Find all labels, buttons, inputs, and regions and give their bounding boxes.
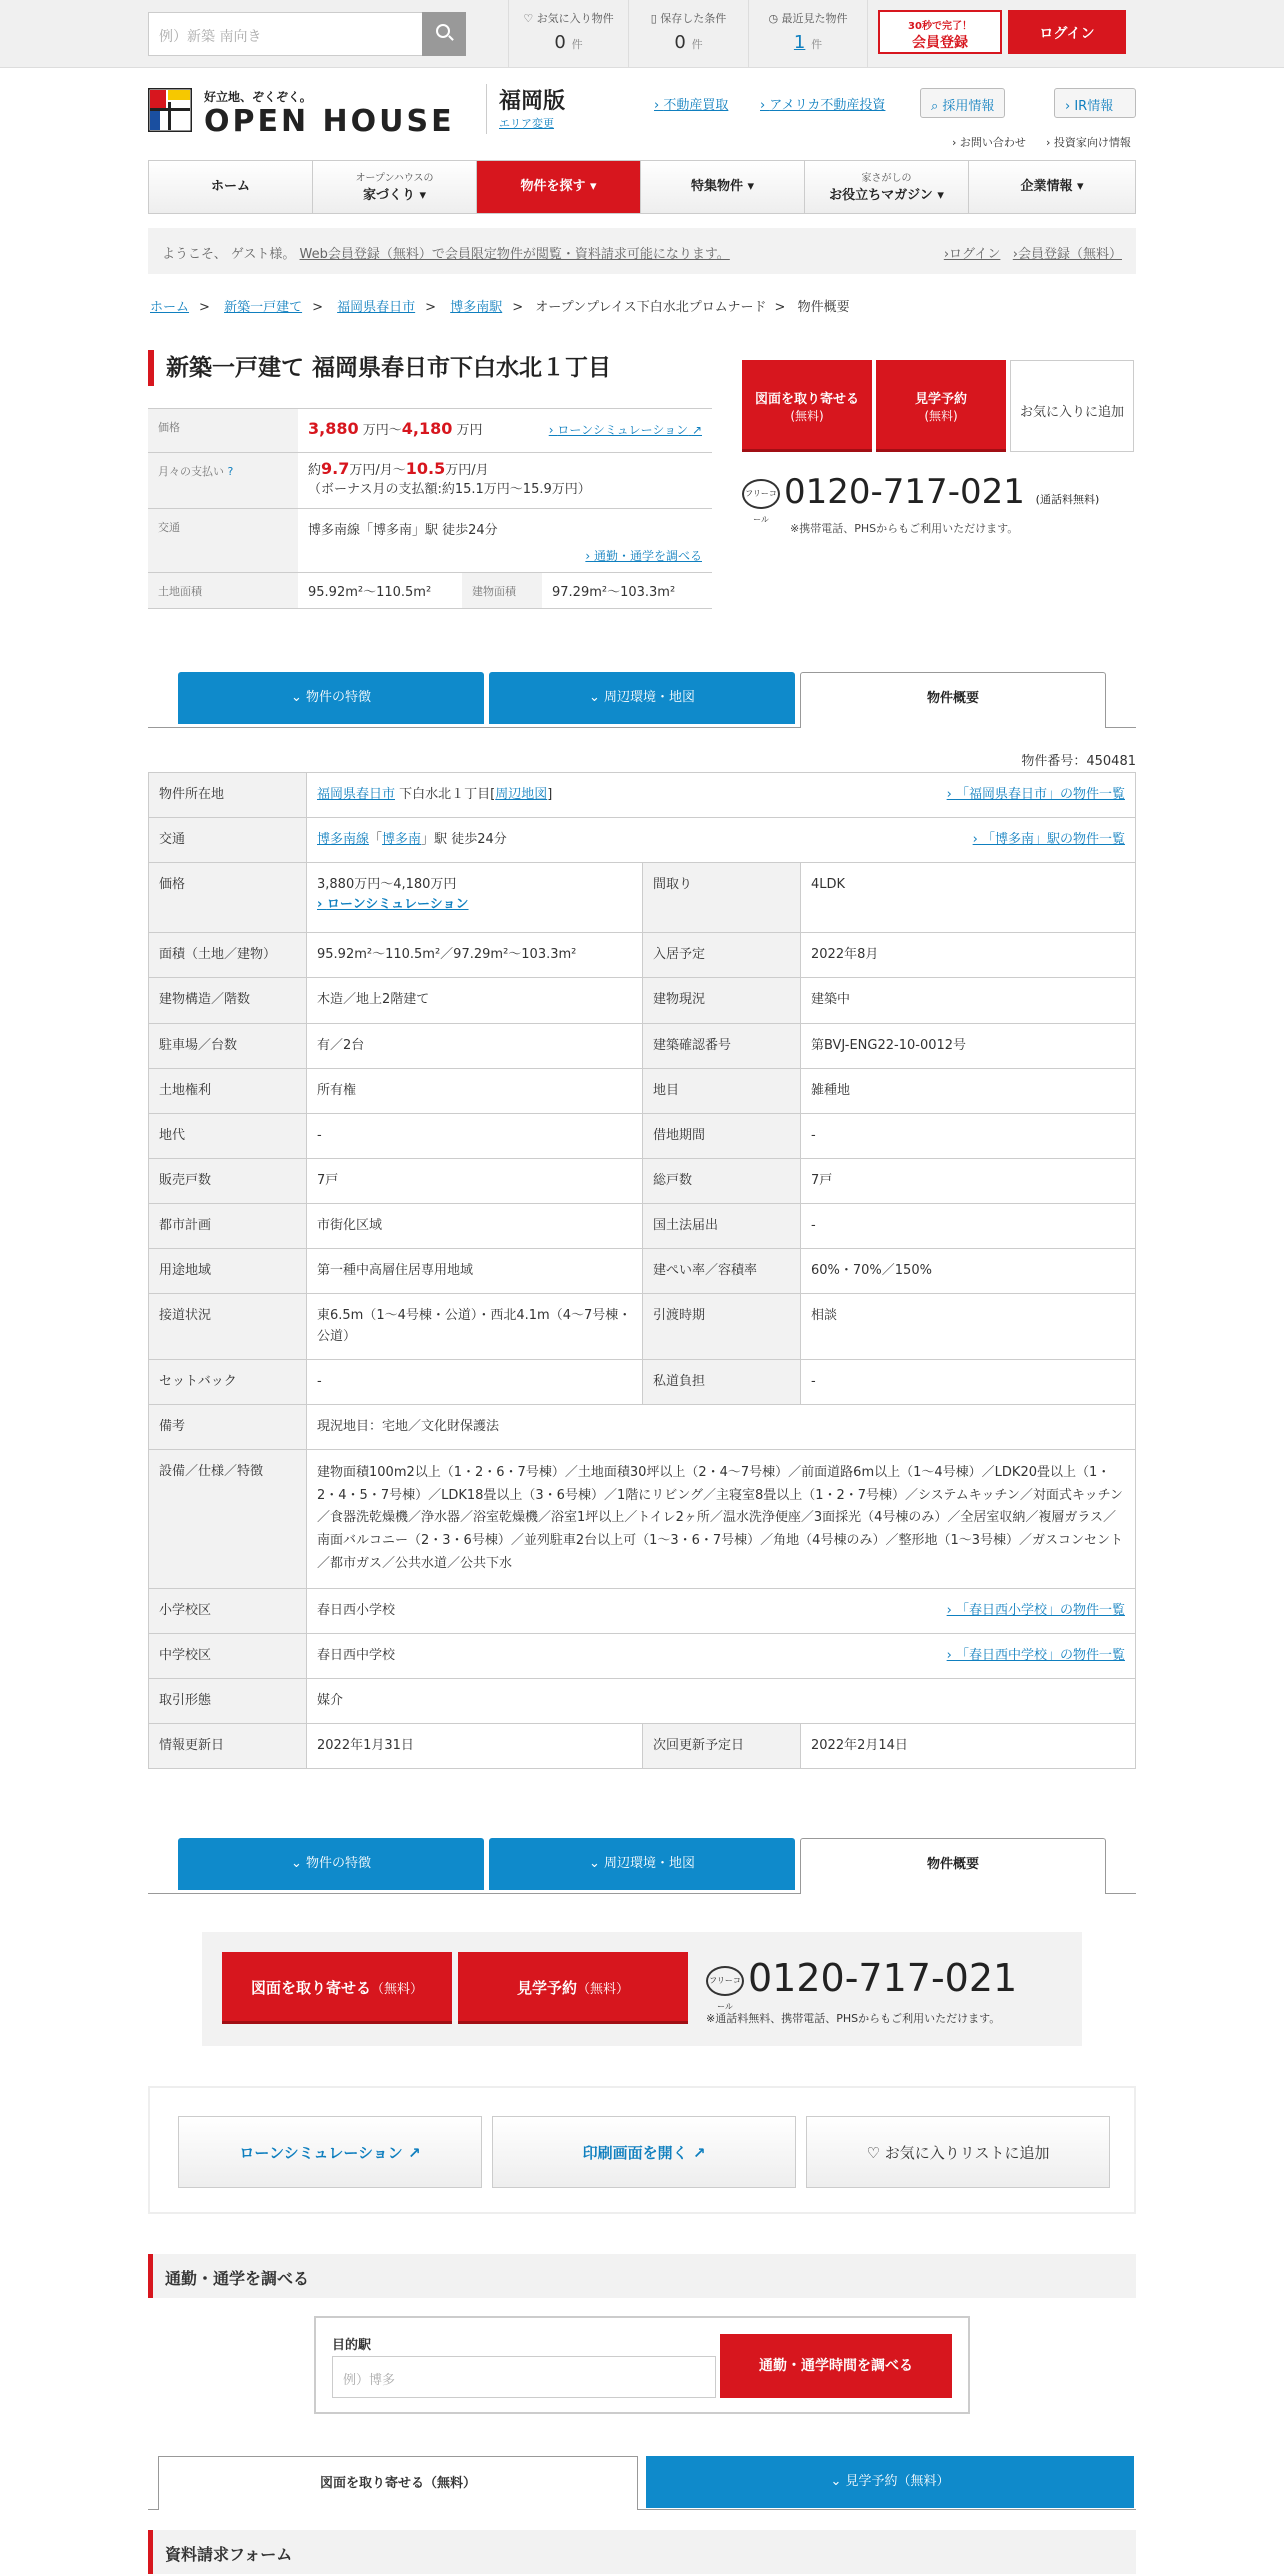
dest-station-input[interactable]: 例）博多 (332, 2356, 716, 2398)
search-button[interactable] (422, 12, 466, 56)
layout-value: 4LDK (801, 863, 1136, 933)
tab-label: 物件概要 (926, 691, 979, 706)
buy-link[interactable] (654, 94, 728, 113)
row-label: 私道負担 (643, 1359, 801, 1404)
buy-link-label: 不動産買取 (663, 98, 729, 113)
investor-link[interactable] (1046, 134, 1131, 150)
row-label: 間取り (643, 863, 801, 933)
arrow-icon: › (952, 136, 960, 149)
table-row (149, 1359, 1136, 1404)
bookmark-icon: ▯ (650, 12, 657, 25)
monthly-unit: 万円/月 (349, 463, 393, 478)
nav-house-building[interactable] (313, 161, 477, 213)
loan-sim-label: ローンシミュレーション (557, 423, 689, 437)
print-label: 印刷画面を開く (582, 2144, 688, 2162)
recent-count[interactable]: 1 (793, 32, 806, 53)
table-row (149, 978, 1136, 1023)
table-row (149, 1158, 1136, 1203)
traffic-label: 交通 (148, 509, 298, 572)
fav-label: お気に入りリストに追加 (884, 2144, 1050, 2162)
breadcrumb-station[interactable]: 博多南駅 (450, 300, 503, 315)
row-label: 都市計画 (149, 1204, 307, 1249)
bottom-cta-box (202, 1932, 1082, 2046)
nav-label: お役立ちマガジン (829, 188, 933, 203)
property-number: 物件番号：450481 (1021, 754, 1136, 769)
line-link[interactable]: 博多南線 (317, 832, 370, 848)
property-tabs-bottom (148, 1838, 1136, 1894)
arrow-icon: › (654, 98, 664, 113)
favorites-label: お気に入り物件 (536, 12, 614, 25)
price-high: 4,180 (401, 419, 453, 438)
page-title: 新築一戸建て 福岡県春日市下白水北１丁目 (148, 350, 611, 386)
loan-sim-button[interactable] (178, 2116, 482, 2188)
arrow-icon: › (972, 832, 982, 848)
map-link[interactable]: 周辺地図 (495, 787, 548, 802)
equip-value: 建物面積100m2以上（1・2・6・7号棟）／土地面積30坪以上（2・4～7号棟）／前面道路6m以上（1～4号棟）／LDK20畳以上（1・2・4・5・7号棟）／LDK18畳以上（3・6号棟）／1階にリビング／主寝室8畳以上（1・2・7号棟）／システムキッチン／対面式キッチン／食器洗乾燥機／浄水器／浴室乾燥機／浴室1坪以上／トイレ2ヶ所／温水洗浄便座／3面採光（4号棟のみ）／全居室収納／複層ガラス／南面バルコニー（2・3・6号棟）／並列駐車2台以上可（1～3・6・7号棟）／角地（4号棟のみ）／整形地（1～3号棟）／ガスコンセント／都市ガス／公共水道／公共下水 (307, 1449, 1136, 1588)
heart-icon: ♡ (866, 2144, 885, 2162)
parking-value: 有／2台 (307, 1023, 643, 1068)
monthly-low: 9.7 (321, 459, 350, 478)
request-form-title: 資料請求フォーム (148, 2530, 1136, 2574)
print-button[interactable] (492, 2116, 796, 2188)
commute-link[interactable] (585, 547, 702, 564)
arrow-icon: › (946, 787, 956, 802)
building-label: 建物面積 (462, 573, 542, 608)
contact-link[interactable] (952, 134, 1026, 150)
nav-magazine[interactable] (805, 161, 969, 213)
logo-icon[interactable] (148, 88, 192, 132)
breadcrumb-home[interactable]: ホーム (150, 300, 190, 315)
saved-counter[interactable] (628, 0, 748, 68)
unit-man: 万円 (362, 423, 389, 438)
row-label: 販売戸数 (149, 1158, 307, 1203)
freecall-icon: フリーコール (706, 1966, 744, 1996)
row-label: 取引形態 (149, 1679, 307, 1724)
visit-label: 見学予約 (516, 1979, 577, 1997)
tab-overview[interactable] (800, 1838, 1106, 1894)
arrow-icon: › (943, 247, 950, 262)
row-label: 設備／仕様／特徴 (149, 1449, 307, 1588)
building-value: 97.29m²～103.3m² (552, 585, 676, 600)
plan-value: 市街化区域 (307, 1204, 643, 1249)
arrow-icon: › (548, 423, 558, 437)
search-icon: ⌕ (931, 99, 943, 114)
table-row (149, 1404, 1136, 1449)
external-icon: ↗ (692, 2144, 706, 2162)
row-label: 交通 (149, 818, 307, 863)
row-label: 国土法届出 (643, 1204, 801, 1249)
bracket-text: ] (547, 787, 553, 802)
logo-tagline: 好立地、ぞくぞく。 (204, 90, 312, 104)
tab-label: 周辺環境・地図 (604, 690, 696, 705)
price-value: 3,880万円～4,180万円 (317, 877, 457, 893)
arrow-icon: › (1065, 99, 1075, 114)
row-label: 備考 (149, 1404, 307, 1449)
recent-counter[interactable] (748, 0, 868, 68)
mid-list-label: 「春日西中学校」の物件一覧 (955, 1647, 1125, 1663)
address-text: 下白水北１丁目[ (399, 787, 496, 802)
table-row (149, 1113, 1136, 1158)
free-label: (無料) (790, 409, 824, 423)
welcome-login-link[interactable] (944, 247, 1001, 262)
saved-label: 保存した条件 (660, 12, 727, 25)
search-icon (436, 24, 450, 38)
phone-note: ※携帯電話、PHSからもご利用いただけます。 (790, 522, 1019, 535)
phone-note: ※通話料無料、携帯電話、PHSからもご利用いただけます。 (706, 2012, 1001, 2025)
phone-number[interactable] (742, 472, 1100, 524)
row-label: セットバック (149, 1359, 307, 1404)
summary-monthly-row: 月々の支払い ? 約9.7万円/月～10.5万円/月 （ボーナス月の支払額:約15.1万円～15.9万円） (148, 453, 712, 509)
recruit-button[interactable] (920, 88, 1005, 118)
summary-price-row: 価格 3,880 万円～4,180 万円 › ローンシミュレーション ↗ (148, 409, 712, 453)
area-value: 95.92m²～110.5m²／97.29m²～103.3m² (307, 933, 643, 978)
monthly-pre: 約 (308, 463, 322, 478)
nav-search-property[interactable] (477, 161, 641, 213)
commute-search-button[interactable]: 通勤・通学時間を調べる (720, 2334, 952, 2398)
add-favorite-list-button[interactable] (806, 2116, 1110, 2188)
land-value: 95.92m²～110.5m² (308, 585, 432, 600)
help-icon[interactable]: ? (227, 465, 234, 478)
table-row (149, 1249, 1136, 1294)
request-label: 図面を取り寄せる (754, 392, 859, 407)
web-member-link[interactable]: Web会員登録（無料）で会員限定物件が閲覧・資料請求可能になります。 (299, 247, 730, 262)
row-label: 中学校区 (149, 1633, 307, 1678)
cat-value: 雑種地 (801, 1068, 1136, 1113)
row-label: 地目 (643, 1068, 801, 1113)
row-label: 建物現況 (643, 978, 801, 1023)
edition (486, 84, 565, 134)
ratio-value: 60%・70%／150% (801, 1249, 1136, 1294)
tab-features[interactable] (178, 1838, 484, 1890)
handover-value: 相談 (801, 1294, 1136, 1359)
use-value: 第一種中高層住居専用地域 (307, 1249, 643, 1294)
table-row (149, 1023, 1136, 1068)
arrow-icon: › (946, 1602, 956, 1618)
free-label: (無料) (924, 409, 958, 423)
unit-label: 件 (691, 38, 703, 51)
tab-visit-form[interactable] (646, 2456, 1134, 2508)
status-value: 建築中 (801, 978, 1136, 1023)
row-label: 総戸数 (643, 1158, 801, 1203)
row-label: 引渡時期 (643, 1294, 801, 1359)
external-icon: ↗ (408, 2144, 421, 2162)
row-label: 情報更新日 (149, 1724, 307, 1769)
tab-label: 周辺環境・地図 (604, 1856, 696, 1871)
recent-label: 最近見た物件 (781, 12, 848, 25)
row-label: 小学校区 (149, 1588, 307, 1633)
bonus-text: （ボーナス月の支払額:約15.1万円～15.9万円） (308, 482, 591, 497)
law-value: - (801, 1204, 1136, 1249)
welcome-register-link[interactable] (1013, 247, 1122, 262)
welcome-text: ようこそ、 ゲスト様。 (162, 247, 296, 262)
commute-link-label: 通勤・通学を調べる (593, 549, 702, 563)
table-row (149, 773, 1136, 818)
ir-label: IR情報 (1074, 99, 1114, 114)
property-detail-table (148, 772, 1136, 1769)
freecall-icon: フリーコール (742, 479, 780, 509)
bottom-visit-button[interactable] (458, 1952, 688, 2024)
price-label: 価格 (148, 409, 298, 452)
welcome-bar (148, 228, 1136, 274)
tab-visit-label: 見学予約（無料） (845, 2474, 950, 2489)
saved-count: 0 (674, 32, 686, 53)
nav-sub: 家さがしの (861, 173, 912, 184)
edition-title: 福岡版 (499, 89, 566, 114)
search-input[interactable]: 例）新築 南向き (148, 12, 466, 56)
tab-label: 物件概要 (926, 1857, 979, 1872)
loan-label: ローンシミュレーション (239, 2144, 403, 2162)
loan-sim-link[interactable] (549, 421, 702, 438)
chevron-down-icon: ▾ (590, 179, 597, 194)
next-value: 2022年2月14日 (801, 1724, 1136, 1769)
request-label: 図面を取り寄せる (250, 1979, 371, 1997)
mid-value: 春日西中学校 (317, 1647, 396, 1663)
logo-text[interactable]: OPEN HOUSE (204, 104, 455, 139)
global-nav (148, 160, 1136, 214)
station-list-link[interactable] (973, 830, 1125, 850)
breadcrumb-city[interactable]: 福岡県春日市 (337, 300, 416, 315)
us-invest-label: アメリカ不動産投資 (769, 98, 886, 113)
external-icon: ↗ (691, 423, 702, 437)
nav-sub: オープンハウスの (355, 173, 434, 184)
table-row (149, 1068, 1136, 1113)
arrow-icon: › (1046, 136, 1054, 149)
breadcrumb-current: 物件概要 (797, 300, 850, 315)
monthly-label-text: 月々の支払い (158, 465, 224, 478)
heart-icon: ♡ (523, 12, 534, 25)
update-value: 2022年1月31日 (307, 1724, 643, 1769)
table-row (149, 1588, 1136, 1633)
member-register-button[interactable] (878, 10, 1002, 54)
request-docs-button[interactable] (742, 360, 872, 452)
row-label: 駐車場／台数 (149, 1023, 307, 1068)
unit-label: 件 (811, 38, 823, 51)
favorites-count: 0 (554, 32, 566, 53)
elem-value: 春日西小学校 (317, 1602, 396, 1618)
rent-value: - (307, 1113, 643, 1158)
arrow-icon: ⌄ (290, 1856, 306, 1871)
tab-overview[interactable] (800, 672, 1106, 728)
loan-link[interactable] (317, 897, 469, 912)
member-label: 会員登録 (912, 35, 968, 51)
summary-traffic-row (148, 509, 712, 573)
row-label: 建物構造／階数 (149, 978, 307, 1023)
row-label: 地代 (149, 1113, 307, 1158)
favorite-label: お気に入りに追加 (1019, 405, 1124, 420)
bottom-phone[interactable] (706, 1956, 1018, 2011)
arrow-icon: › (760, 98, 770, 113)
tab-request-form[interactable]: 図面を取り寄せる（無料） (158, 2456, 638, 2510)
row-label: 土地権利 (149, 1068, 307, 1113)
table-row (149, 1679, 1136, 1724)
nav-home[interactable] (149, 161, 313, 213)
bottom-request-button[interactable] (222, 1952, 452, 2024)
property-tabs (148, 672, 1136, 728)
summary-table (148, 408, 712, 609)
elem-list-link[interactable] (947, 1601, 1125, 1621)
private-value: - (801, 1359, 1136, 1404)
total-value: 7戸 (801, 1158, 1136, 1203)
member-tag: 30秒で完了！ (908, 21, 972, 32)
station-link[interactable]: 博多南 (382, 832, 422, 848)
nav-label: 物件を探す (520, 179, 586, 194)
right-value: 所有権 (307, 1068, 643, 1113)
us-invest-link[interactable] (760, 94, 885, 113)
form-tabs (148, 2456, 1136, 2510)
arrow-icon: ⌄ (830, 2474, 846, 2489)
move-value: 2022年8月 (801, 933, 1136, 978)
table-row (149, 863, 1136, 933)
favorites-counter[interactable] (508, 0, 628, 68)
nav-label: 特集物件 (690, 179, 743, 194)
tab-surroundings[interactable] (489, 1838, 795, 1890)
row-label: 物件所在地 (149, 773, 307, 818)
table-row (149, 933, 1136, 978)
nav-featured[interactable] (641, 161, 805, 213)
unit-label: 件 (571, 38, 583, 51)
row-label: 接道状況 (149, 1294, 307, 1359)
breadcrumb: ホーム > 新築一戸建て > 福岡県春日市 > 博多南駅 > オープンプレイス下白水北プロムナード > 物件概要 (150, 300, 850, 315)
clock-icon: ◷ (768, 12, 779, 25)
elem-list-label: 「春日西小学校」の物件一覧 (955, 1602, 1125, 1618)
summary-area-row (148, 573, 712, 609)
mid-list-link[interactable] (947, 1646, 1125, 1666)
arrow-icon: ⌄ (588, 1856, 604, 1871)
deal-value: 媒介 (307, 1679, 1136, 1724)
top-bar (0, 0, 1284, 68)
row-label: 用途地域 (149, 1249, 307, 1294)
phone-text: 0120-717-021 (784, 472, 1025, 512)
confirm-value: 第BVJ-ENG22-10-0012号 (801, 1023, 1136, 1068)
nav-company[interactable] (969, 161, 1135, 213)
price-low: 3,880 (308, 419, 359, 438)
breadcrumb-property: オープンプレイス下白水北プロムナード (535, 300, 767, 315)
free-label: （無料） (371, 1982, 424, 1997)
nav-label: 家づくり (362, 188, 415, 203)
row-label: 建築確認番号 (643, 1023, 801, 1068)
note-value: 現況地目：宅地／文化財保護法 (307, 1404, 1136, 1449)
tab-features[interactable] (178, 672, 484, 724)
land-label: 土地面積 (148, 573, 298, 608)
monthly-high: 10.5 (405, 459, 446, 478)
tab-label: 物件の特徴 (306, 690, 372, 705)
ir-button[interactable] (1054, 88, 1136, 118)
row-label: 価格 (149, 863, 307, 933)
visit-reserve-button[interactable] (876, 360, 1006, 452)
arrow-icon: ⌄ (290, 690, 306, 705)
nav-label: 企業情報 (1020, 179, 1073, 194)
road-value: 東6.5m（1～4号棟・公道）・西北4.1m（4～7号棟・公道） (307, 1294, 643, 1359)
commute-form (314, 2316, 970, 2414)
login-label: ログイン (949, 247, 1001, 262)
utility-box (148, 2086, 1136, 2214)
chevron-down-icon: ▾ (937, 188, 944, 203)
table-row (149, 1724, 1136, 1769)
city-link[interactable]: 福岡県春日市 (317, 787, 396, 802)
city-list-label: 「福岡県春日市」の物件一覧 (955, 787, 1125, 802)
unit-man: 万円 (456, 423, 483, 438)
row-label: 入居予定 (643, 933, 801, 978)
row-label: 借地期間 (643, 1113, 801, 1158)
station-list-label: 「博多南」駅の物件一覧 (981, 832, 1125, 848)
struct-value: 木造／地上2階建て (307, 978, 643, 1023)
monthly-label (148, 453, 298, 508)
arrow-icon: › (1012, 247, 1018, 262)
dest-label: 目的駅 (332, 2338, 372, 2353)
phone-free: (通話料無料) (1035, 493, 1100, 506)
walk-text: 駅 徒歩24分 (434, 832, 507, 848)
table-row (149, 1449, 1136, 1588)
add-favorite-button[interactable] (1010, 360, 1134, 452)
tab-label: 物件の特徴 (306, 1856, 372, 1871)
area-change-link[interactable]: エリア変更 (499, 117, 554, 130)
table-row (149, 1204, 1136, 1249)
investor-label: 投資家向け情報 (1053, 136, 1131, 149)
table-row (149, 1633, 1136, 1678)
sale-value: 7戸 (307, 1158, 643, 1203)
table-row (149, 1294, 1136, 1359)
free-label: （無料） (577, 1982, 630, 1997)
lease-value: - (801, 1113, 1136, 1158)
loan-label: ローンシミュレーション (326, 897, 469, 913)
row-label: 面積（土地／建物） (149, 933, 307, 978)
chevron-down-icon: ▾ (747, 179, 755, 194)
nav-label: ホーム (210, 179, 250, 194)
register-label: 会員登録（無料） (1017, 247, 1122, 262)
row-label: 次回更新予定日 (643, 1724, 801, 1769)
commute-section-title: 通勤・通学を調べる (148, 2254, 1136, 2298)
row-label: 建ぺい率／容積率 (643, 1249, 801, 1294)
visit-label: 見学予約 (914, 392, 967, 407)
tab-surroundings[interactable] (489, 672, 795, 724)
recruit-label: 採用情報 (942, 99, 995, 114)
arrow-icon: › (946, 1647, 956, 1663)
chevron-down-icon: ▾ (419, 188, 427, 203)
phone-text: 0120-717-021 (748, 1956, 1018, 2000)
monthly-unit: 万円/月 (445, 463, 489, 478)
login-button[interactable]: ログイン (1008, 10, 1126, 54)
arrow-icon: › (585, 549, 594, 563)
setback-value: - (307, 1359, 643, 1404)
breadcrumb-category[interactable]: 新築一戸建て (224, 300, 303, 315)
arrow-icon: › (317, 897, 327, 913)
city-list-link[interactable] (947, 785, 1125, 805)
contact-label: お問い合わせ (959, 136, 1026, 149)
table-row: 交通 博多南線「博多南」駅 徒歩24分 › 「博多南」駅の物件一覧 (149, 818, 1136, 863)
traffic-text: 博多南線「博多南」駅 徒歩24分 (308, 523, 498, 538)
chevron-down-icon: ▾ (1077, 179, 1084, 194)
arrow-icon: ⌄ (588, 690, 604, 705)
